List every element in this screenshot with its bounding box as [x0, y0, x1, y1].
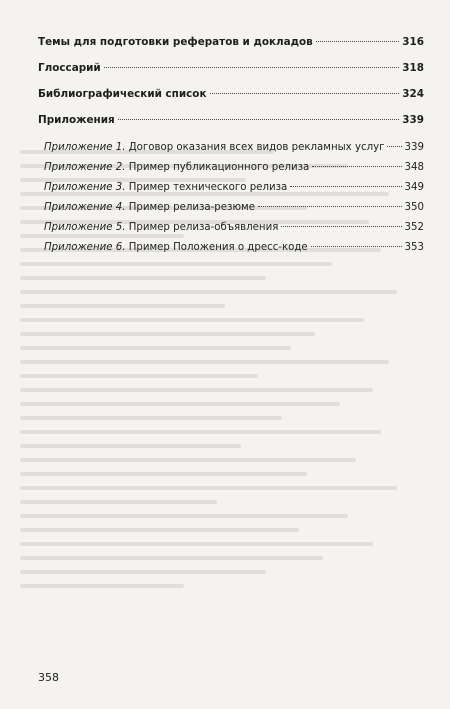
toc-entry-page: 339 [402, 114, 424, 126]
toc-entry-appendix-5[interactable] [38, 222, 424, 242]
dot-leader [281, 226, 401, 227]
toc-entry-title: Глоссарий [38, 62, 101, 74]
toc-entry-bibliography[interactable] [38, 88, 424, 114]
appendix-lead: Приложение 2. [44, 162, 126, 173]
page-number: 358 [38, 671, 59, 684]
appendix-title: Пример публикационного релиза [128, 162, 310, 173]
toc-entry-title: Темы для подготовки рефератов и докладов [38, 36, 313, 48]
toc-entry-appendix-6[interactable] [38, 242, 424, 262]
toc-entry-page: 352 [404, 222, 424, 233]
toc-entry-page: 316 [402, 36, 424, 48]
toc-entry-glossary[interactable] [38, 62, 424, 88]
dot-leader [258, 206, 402, 207]
appendix-lead: Приложение 6. [44, 242, 126, 253]
dot-leader [316, 41, 400, 42]
appendix-lead: Приложение 1. [44, 142, 126, 153]
toc-entry-appendix-3[interactable] [38, 182, 424, 202]
toc-entry-appendices[interactable] [38, 114, 424, 142]
dot-leader [210, 93, 400, 94]
toc-entry-page: 324 [402, 88, 424, 100]
appendix-lead: Приложение 5. [44, 222, 126, 233]
toc-entry-appendix-1[interactable] [38, 142, 424, 162]
table-of-contents [38, 36, 424, 262]
toc-entry-title: Приложения [38, 114, 115, 126]
appendix-title: Пример технического релиза [128, 182, 288, 193]
toc-entry-page: 350 [404, 202, 424, 213]
appendix-title: Пример релиза-резюме [128, 202, 255, 213]
dot-leader [290, 186, 401, 187]
toc-entry-topics[interactable] [38, 36, 424, 62]
dot-leader [311, 246, 402, 247]
dot-leader [118, 119, 400, 120]
toc-entry-page: 318 [402, 62, 424, 74]
appendix-lead: Приложение 4. [44, 202, 126, 213]
appendix-title: Пример релиза-объявления [128, 222, 279, 233]
dot-leader [104, 67, 400, 68]
toc-entry-page: 348 [404, 162, 424, 173]
dot-leader [387, 146, 401, 147]
toc-entry-page: 349 [404, 182, 424, 193]
toc-entry-page: 353 [404, 242, 424, 253]
toc-entry-appendix-2[interactable] [38, 162, 424, 182]
appendix-title: Договор оказания всех видов рекламных услуг [128, 142, 385, 153]
appendix-title: Пример Положения о дресс-коде [128, 242, 308, 253]
dot-leader [312, 166, 401, 167]
toc-entry-title: Библиографический список [38, 88, 207, 100]
appendix-lead: Приложение 3. [44, 182, 126, 193]
toc-entry-page: 339 [404, 142, 424, 153]
toc-entry-appendix-4[interactable] [38, 202, 424, 222]
